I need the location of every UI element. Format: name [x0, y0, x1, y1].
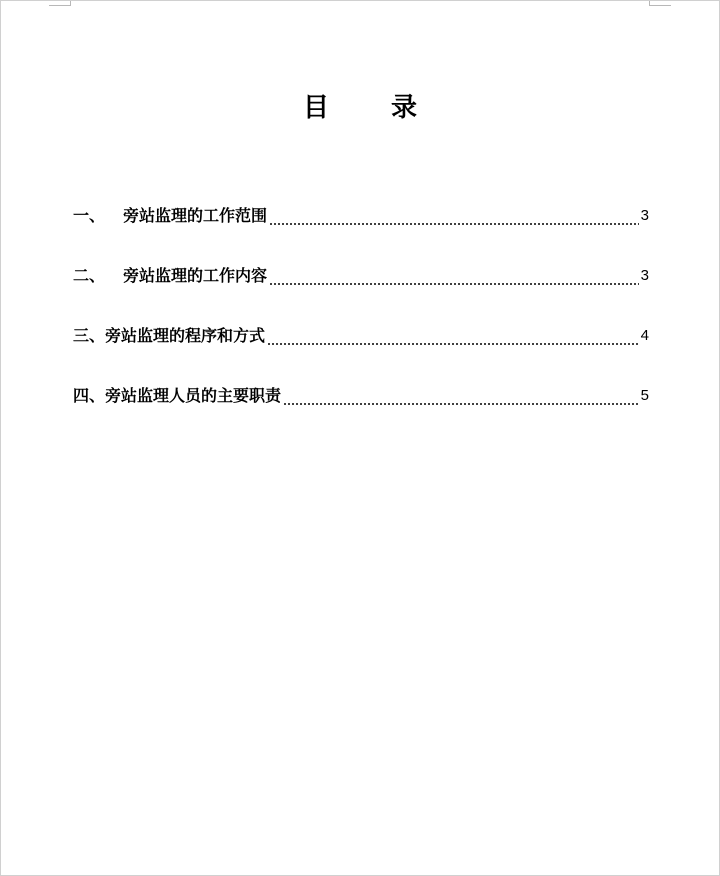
toc-entry[interactable]	[73, 261, 649, 291]
toc-dot-leader	[267, 321, 639, 351]
toc-entry-text: 旁站监理人员的主要职责	[105, 386, 282, 405]
toc-entry-page: 3	[640, 267, 649, 284]
toc-entry-number: 三、	[73, 326, 106, 345]
toc-entry[interactable]	[73, 381, 649, 411]
toc-title: 目录	[302, 93, 479, 123]
page-corner-mark	[649, 1, 671, 6]
toc-entry-text: 旁站监理的工作内容	[123, 266, 268, 285]
toc-entry-number: 四、	[73, 386, 106, 405]
toc-dot-leader	[283, 381, 639, 411]
toc-dot-leader	[269, 261, 639, 291]
toc-dot-leader	[269, 201, 639, 231]
toc-entry-text: 旁站监理的程序和方式	[105, 326, 266, 345]
page-corner-mark	[649, 1, 650, 5]
toc-entry-number: 二、	[73, 266, 106, 285]
toc-entry-number: 一、	[73, 206, 106, 225]
toc-entry[interactable]	[73, 321, 649, 351]
toc-entry-page: 4	[640, 327, 649, 344]
page-corner-mark	[49, 1, 71, 6]
toc-entry-page: 3	[640, 207, 649, 224]
toc-entry[interactable]	[73, 201, 649, 231]
page-corner-mark	[70, 1, 71, 5]
table-of-contents	[73, 201, 649, 441]
toc-entry-text: 旁站监理的工作范围	[123, 206, 268, 225]
toc-entry-page: 5	[640, 387, 649, 404]
